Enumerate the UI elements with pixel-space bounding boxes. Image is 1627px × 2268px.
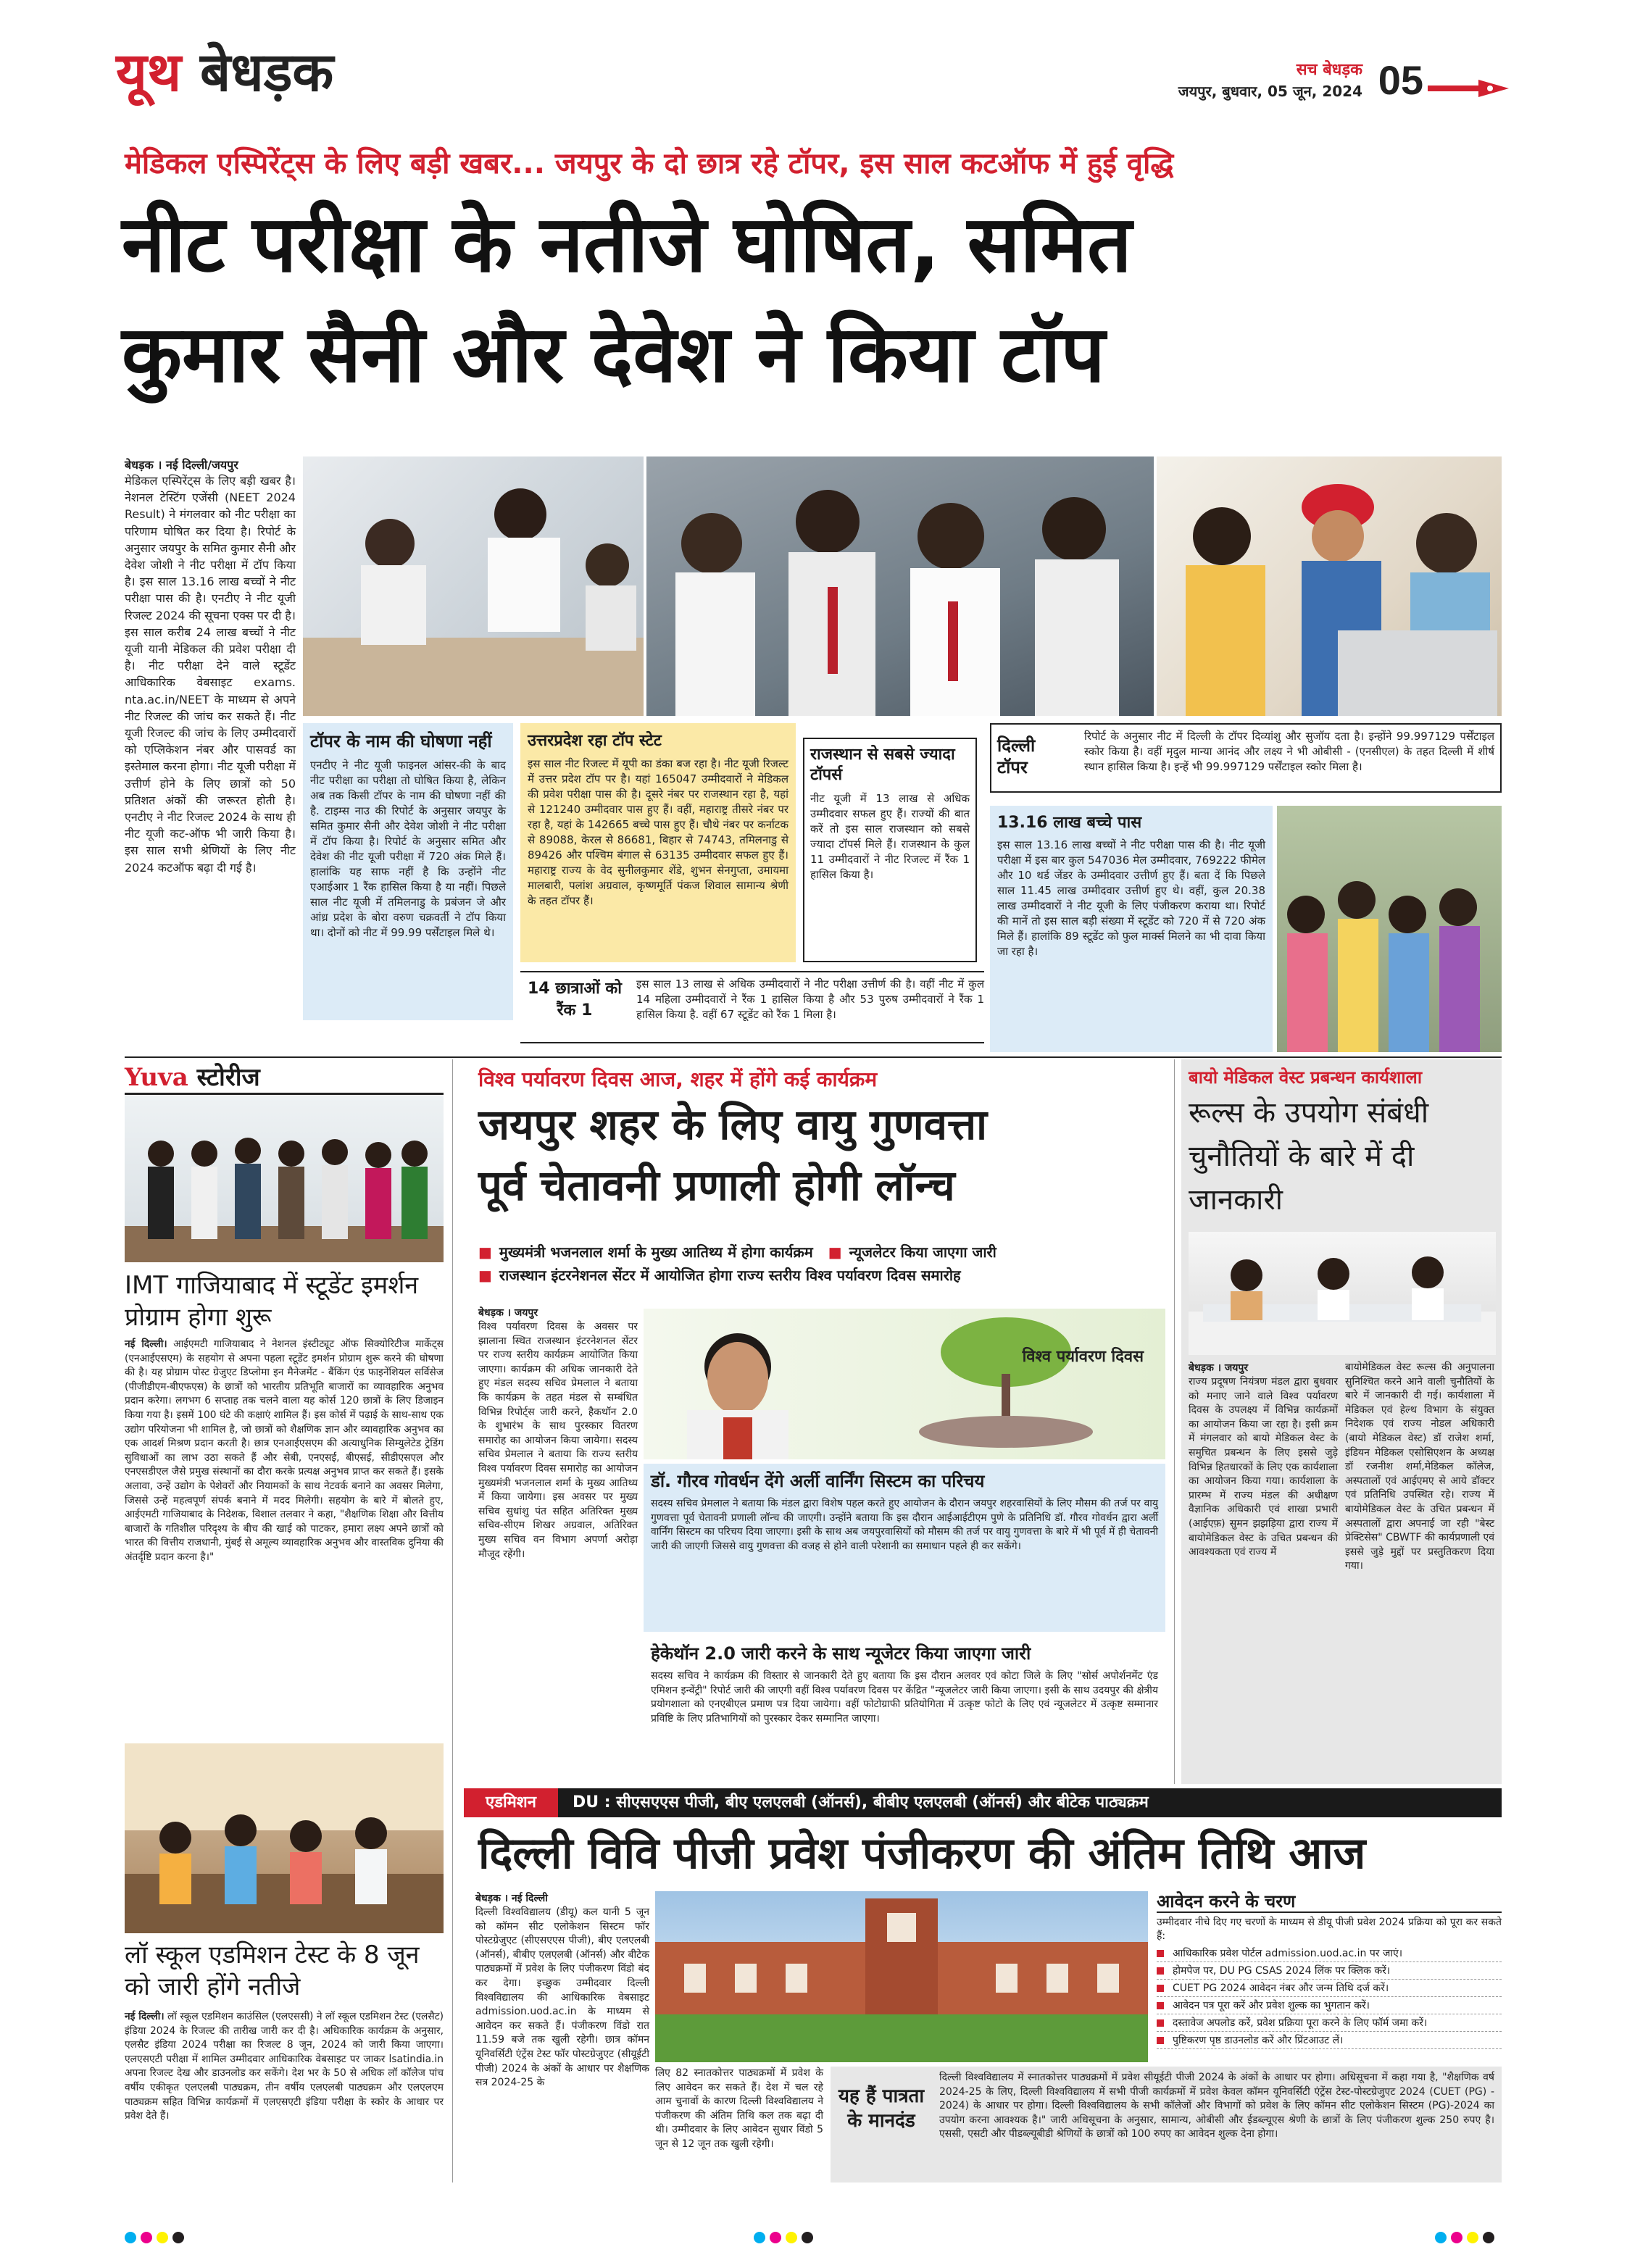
brand-part1: यूथ — [116, 41, 182, 104]
page-number: 05 — [1378, 57, 1423, 103]
du-steps — [1157, 1891, 1502, 2062]
lead-headline-line2: कुमार सैनी और देवेश ने किया टॉप — [122, 309, 1105, 400]
photo-crowd-results — [1277, 806, 1502, 1052]
du-headline: दिल्ली विवि पीजी प्रवेश पंजीकरण की अंतिम तिथि आज — [478, 1828, 1366, 1879]
du-eligibility-box — [831, 2067, 1502, 2182]
du-step — [1157, 1997, 1502, 2014]
brand-logo — [116, 36, 333, 109]
env-headline-line1: जयपुर शहर के लिए वायु गुणवत्ता — [478, 1100, 988, 1149]
brand-part2: बेधड़क — [199, 41, 334, 104]
lead-kicker: मेडिकल एस्पिरेंट्स के लिए बड़ी खबर... जयपुर के दो छात्र रहे टॉपर, इस साल कटऑफ में हुई वृद्धि — [125, 147, 1174, 180]
lead-photo-students-exam — [303, 456, 644, 716]
imt-dateline: नई दिल्ली। — [125, 1338, 167, 1350]
pass-count-box — [990, 806, 1273, 1052]
bullet-icon: ■ — [478, 1267, 492, 1284]
topper-box-title: टॉपर के नाम की घोषणा नहीं — [310, 731, 492, 751]
law-body — [125, 2010, 444, 2124]
lead-body: मेडिकल एस्पिरेंट्स के लिए बड़ी खबर है। नेशनल टेस्टिंग एजेंसी (NEET 2024 Result) ने मंगलवार को नीट परीक्षा का परिणाम घोषित कर दिया है। रिपोर्ट के अनुसार जयपुर के समित कुमार सैनी और देवेश जोशी ने नीट परीक्षा में टॉप किया है। इस साल 13.16 लाख बच्चों ने नीट परीक्षा पास की है। एनटीए ने नीट यूजी रिजल्ट 2024 की सूचना एक्स पर दी है। इस साल करीब 24 लाख बच्चों ने नीट यूजी यानी मेडिकल की प्रवेश परीक्षा दी है। नीट परीक्षा देने वाले स्टूडेंट आधिकारिक वेबसाइट exams. nta.ac.in/NEET के माध्यम से अपने नीट रिजल्ट की जांच कर सकते हैं। नीट यूजी रिजल्ट की जांच के लिए उम्मीदवारों को एप्लिकेशन नंबर और पासवर्ड का इस्तेमाल करना होगा। नीट यूजी परीक्षा में उत्तीर्ण होने के लिए छात्रों को 50 प्रतिशत अंकों की जरूरत होती है। एनटीए ने नीट रिजल्ट 2024 के साथ ही नीट यूजी कट-ऑफ भी जारी किया है। इस साल सभी श्रेणियों के लिए नीट 2024 कटऑफ बढ़ा दी गई है। — [125, 474, 296, 875]
du-eligibility-title: यह हैं पात्रता के मानदंड — [838, 2085, 925, 2132]
step-marker-icon — [1157, 2019, 1164, 2027]
du-step — [1157, 2032, 1502, 2049]
imt-body-text: आईएमटी गाजियाबाद ने नेशनल इंस्टीट्यूट ऑफ सिक्योरिटीज मार्केट्स (एनआईएसएम) के सहयोग से अपना पहला स्टूडेंट इमर्शन प्रोग्राम शुरू करने की घोषणा की है। यह प्रोग्राम पोस्ट ग्रेजुएट डिप्लोमा इन मैनेजमेंट - बैंकिंग एंड फाइनेंशियल सर्विसेज (पीजीडीएम-बीएफएस) के छात्रों को भारतीय प्रतिभूति बाजारों का व्यावहारिक अनुभव प्रदान करेगा। लगभग 6 सप्ताह तक चलने वाला यह कोर्स 120 छात्रों के लिए डिजाइन किया गया है। इसमें 100 घंटे की कक्षाएं शामिल हैं। इस कोर्स में पढ़ाई के साथ-साथ एक उद्योग परियोजना भी शामिल है, जो छात्रों को शैक्षणिक ज्ञान और व्यावहारिक अनुभव का एक आदर्श मिश्रण प्रदान करती है। छात्र एनआईएसएम की अत्याधुनिक सिम्युलेटेड ट्रेडिंग सुविधाओं का लाभ उठा सकते हैं और सेबी, एनएसई, बीएसई, सीडीएसएल और एनएसडीएल जैसे प्रमुख संस्थानों का दौरा करके प्रत्यक्ष अनुभव प्राप्त कर सकते हैं। इसके अलावा, उन्हें उद्योग के पेशेवरों और नियामकों के साथ नेटवर्क बनाने का अवसर मिलेगा, जिससे उन्हें महत्वपूर्ण संपर्क बनाने में मदद मिलेगी। सहयोग के बारे में बोलते हुए, आईएमटी गाजियाबाद के निदेशक, विशाल तलवार ने कहा, "शैक्षणिक शिक्षा और वित्तीय बाजारों के गतिशील परिदृश्य के बीच की खाई को पाटकर, हमारा लक्ष्य अपने छात्रों को भारत की वित्तीय राजधानी, मुंबई से अमूल्य व्यावहारिक अनुभव और वास्तविक दुनिया की अंतर्दृष्टि प्रदान करना है।" — [125, 1338, 444, 1563]
du-step-1: आधिकारिक प्रवेश पोर्टल admission.uod.ac.in पर जाएं। — [1173, 1948, 1403, 1959]
yuva-label-rest: स्टोरीज — [196, 1063, 260, 1092]
bio-kicker: बायो मेडिकल वेस्ट प्रबन्धन कार्यशाला — [1189, 1067, 1423, 1088]
du-campus-photo — [655, 1891, 1148, 2062]
du-step-2: होमपेज पर, DU PG CSAS 2024 लिंक पर क्लिक करें। — [1173, 1965, 1391, 1977]
up-top-state-box — [520, 723, 796, 962]
step-marker-icon — [1157, 1967, 1164, 1975]
du-byline: बेधड़क । नई दिल्ली — [475, 1893, 548, 1904]
env-headline-line2: पूर्व चेतावनी प्रणाली होगी लॉन्च — [478, 1161, 955, 1210]
registration-dots-right — [1435, 2232, 1499, 2246]
step-marker-icon — [1157, 2002, 1164, 2009]
env-bullet-3: राजस्थान इंटरनेशनल सेंटर में आयोजित होगा राज्य स्तरीय विश्व पर्यावरण दिवस समारोह — [499, 1267, 961, 1284]
law-photo — [125, 1743, 444, 1933]
du-body-col1: दिल्ली विश्वविद्यालय (डीयू) कल यानी 5 जून को कॉमन सीट एलोकेशन सिस्टम फॉर पोस्टग्रेजुएट (सीएसएएस पीजी), बीए एलएलबी (ऑनर्स), बीबीए एलएलबी (ऑनर्स) और बीटेक पाठ्यक्रमों में प्रवेश के लिए पंजीकरण विंडो बंद कर देगा। इच्छुक उम्मीदवार दिल्ली विश्वविद्यालय की आधिकारिक वेबसाइट admission.uod.ac.in के माध्यम से आवेदन कर सकते हैं। पंजीकरण विंडो रात 11.59 बजे तक खुली रहेगी। छात्र कॉमन यूनिवर्सिटी एंट्रेंस टेस्ट फॉर पोस्टग्रेजुएट (सीयूईटी पीजी) 2024 के अंकों के आधार पर शैक्षणिक सत्र 2024-25 के — [475, 1906, 649, 2089]
env-sub2 — [644, 1639, 1165, 1733]
lead-byline: बेधड़क । नई दिल्ली/जयपुर — [125, 458, 238, 472]
du-step — [1157, 1980, 1502, 1997]
step-marker-icon — [1157, 1985, 1164, 1992]
imt-headline: IMT गाजियाबाद में स्टूडेंट इमर्शन प्रोग्राम होगा शुरू — [125, 1271, 419, 1332]
env-body: विश्व पर्यावरण दिवस के अवसर पर झालाना स्थित राजस्थान इंटरनेशनल सेंटर पर राज्य स्तरीय कार्यक्रम आयोजित किया जाएगा। कार्यक्रम की अधिक जानकारी देते हुए मंडल सदस्य सचिव प्रेमलाल ने बताया कि कार्यक्रम के तहत मंडल से सम्बंधित विभिन्न रिपोर्ट्स जारी करने, हैकथॉन 2.0 के शुभारंभ के साथ पुरस्कार वितरण समारोह का आयोजन किया जायेगा। सदस्य सचिव प्रेमलाल ने बताया कि राज्य स्तरीय विश्व पर्यावरण दिवस समारोह का आयोजन मुख्यमंत्री भजनलाल शर्मा के मुख्य आतिथ्य में किया जायेगा। इस अवसर पर मुख्य सचिव सुधांशु पंत सहित अतिरिक्त मुख्य सचिव-सीएम शिखर अग्रवाल, अतिरिक्त मुख्य सचिव वन विभाग अपर्णा अरोड़ा मौजूद रहेंगी। — [478, 1321, 638, 1560]
env-headline — [478, 1094, 1174, 1216]
du-tag: एडमिशन — [464, 1788, 558, 1817]
rank-one-box — [520, 971, 984, 1043]
du-step-4: आवेदन पत्र पूरा करें और प्रवेश शुल्क का भुगतान करें। — [1173, 2000, 1370, 2011]
rajasthan-box-title: राजस्थान से सबसे ज्यादा टॉपर्स — [810, 746, 955, 784]
up-box-body: इस साल नीट रिजल्ट में यूपी का डंका बज रहा है। नीट यूजी रिजल्ट में उत्तर प्रदेश टॉप पर है। यहां 165047 उम्मीदवारों ने मेडिकल की प्रवेश परीक्षा पास की है। दूसरे नंबर पर राजस्थान रहा है, यहां से 121240 उम्मीदवार पास हुए हैं। वहीं, महाराष्ट्र तीसरे नंबर पर रहा है, यहां के 142665 बच्चे पास हुए हैं। चौथे नंबर पर कर्नाटक से 89088, केरल से 86681, बिहार से 74743, तमिलनाडु से 89426 और पश्चिम बंगाल से 63135 उम्मीदवार सफल हुए हैं। महाराष्ट्र राज्य के वेद सुनीलकुमार शेंडे, शुभन सेनगुप्ता, उमायमा मालबारी, पलांश अग्रवाल, कृष्णमूर्ति पंकज शिवाल सामान्य श्रेणी के तहत टॉपर हैं। — [528, 757, 788, 907]
du-step — [1157, 1962, 1502, 1980]
env-sub1 — [644, 1464, 1165, 1632]
env-bullets — [478, 1241, 1174, 1287]
law-body-text: लॉ स्कूल एडमिशन काउंसिल (एलएससी) ने लॉ स्कूल एडमिशन टेस्ट (एलसैट) इंडिया 2024 के रिजल्ट की तारीख जारी कर दी है। अधिकारिक कार्यक्रम के अनुसार, एलसैट इंडिया 2024 परीक्षा का रिजल्ट 8 जून, 2024 को जारी किया जाएगा। एलएसएटी परीक्षा में शामिल उम्मीदवार आधिकारिक वेबसाइट पर जाकर lsatindia.in अपना रिजल्ट देख और डाउनलोड कर सकेंगे। देश भर के 50 से अधिक लॉ कॉलेज पांच वर्षीय एकीकृत एलएलबी पाठ्यक्रम, तीन वर्षीय एलएलबी पाठ्यक्रम और एलएलएम पाठ्यक्रम सहित विभिन्न कार्यक्रमों में एलएसएटी इंडिया परीक्षा के स्कोर के आधार पर प्रवेश देते हैं। — [125, 2011, 444, 2122]
bullet-icon: ■ — [478, 1243, 492, 1261]
yuva-label-brand: Yuva — [125, 1063, 188, 1092]
du-strip — [464, 1788, 1502, 1817]
step-marker-icon — [1157, 2037, 1164, 2044]
du-eligibility-body: दिल्ली विश्वविद्यालय में स्नातकोत्तर पाठ्यक्रमों में प्रवेश सीयूईटी पीजी 2024 के अंकों के आधार पर होगा। अधिसूचना में कहा गया है, "शैक्षणिक वर्ष 2024-25 के लिए, दिल्ली विश्वविद्यालय में सभी पीजी कार्यक्रमों में प्रवेश केवल कॉमन यूनिवर्सिटी एंट्रेंस टेस्ट-पोस्टग्रेजुएट 2024 (CUET (PG) - 2024) के आधार पर होगा। दिल्ली विश्वविद्यालय के सभी कॉलेजों और विभागों को प्रवेश के लिए कॉमन सीट एलोकेशन सिस्टम (PG)-2024 का उपयोग करना आवश्यक है।" जारी अधिसूचना के अनुसार, सामान्य, ओबीसी और ईडब्ल्यूएस श्रेणी के छात्रों के लिए पंजीकरण शुल्क 250 रुपए है। एससी, एसटी और पीडब्ल्यूबीडी श्रेणियों के छात्रों को 100 रुपए का आवेदन शुल्क देना होगा। — [939, 2072, 1494, 2140]
topper-box — [303, 723, 513, 1020]
pass-box-body: इस साल 13.16 लाख बच्चों ने नीट परीक्षा पास की है। नीट यूजी परीक्षा में इस बार कुल 547036 मेल उम्मीदवार, 769222 फीमेल और 10 थर्ड जेंडर के उम्मीदवार उत्तीर्ण हुए हैं। बता दें कि पिछले साल 11.45 लाख उम्मीदवार उत्तीर्ण हुए थे। वहीं, कुल 20.38 लाख उम्मीदवारों ने नीट यूजी के लिए पंजीकरण कराया था। रिपोर्ट की मानें तो इस साल बड़ी संख्या में स्टूडेंट को 720 में से 720 अंक मिले हैं। हालांकि 89 स्टूडेंट को फुल मार्क्स मिलने का भी दावा किया जा रहा है। — [997, 838, 1265, 958]
bio-byline: बेधड़क । जयपुर — [1189, 1362, 1249, 1374]
col-divider-right — [1174, 1059, 1175, 1784]
bio-photo — [1189, 1232, 1496, 1355]
rajasthan-box-body: नीट यूजी में 13 लाख से अधिक उम्मीदवार सफल हुए हैं। राज्यों की बात करें तो इस साल राजस्थान को सबसे ज्यादा टॉपर्स मिले हैं। राजस्थान के कुल 11 उम्मीदवारों ने नीट रिजल्ट में रैंक 1 हासिल किया है। — [810, 792, 970, 881]
env-byline: बेधड़क । जयपुर — [478, 1307, 538, 1319]
env-bullet-2: न्यूजलेटर किया जाएगा जारी — [849, 1243, 996, 1261]
rank-box-body: इस साल 13 लाख से अधिक उम्मीदवारों ने नीट परीक्षा उत्तीर्ण की है। वहीं नीट में कुल 14 महिला उम्मीदवारों ने रैंक 1 हासिल किया है और 53 पुरुष उम्मीदवारों ने रैंक 1 हासिल किया है. वहीं 67 स्टूडेंट को रैंक 1 मिला है। — [636, 977, 984, 1021]
pass-box-title: 13.16 लाख बच्चे पास — [997, 814, 1142, 832]
lead-headline — [122, 190, 1499, 410]
step-marker-icon — [1157, 1950, 1164, 1957]
env-sub1-title: डॉ. गौरव गोवर्धन देंगे अर्ली वार्निंग सिस्टम का परिचय — [651, 1471, 985, 1491]
du-step — [1157, 2014, 1502, 2032]
du-strip-title: DU : सीएसएएस पीजी, बीए एलएलबी (ऑनर्स), बीबीए एलएलबी (ऑनर्स) और बीटेक पाठ्यक्रम — [573, 1793, 1149, 1812]
lead-photo-students-group — [646, 456, 1154, 716]
imt-body — [125, 1338, 444, 1565]
up-box-title: उत्तरप्रदेश रहा टॉप स्टेट — [528, 732, 662, 750]
rank-box-title: 14 छात्राओं को रैंक 1 — [528, 980, 622, 1020]
dateline: जयपुर, बुधवार, 05 जून, 2024 — [1178, 83, 1362, 100]
bio-headline: रूल्स के उपयोग संबंधी चुनौतियों के बारे में दी जानकारी — [1189, 1096, 1429, 1217]
du-step-5: दस्तावेज अपलोड करें, प्रवेश प्रक्रिया पूरा करने के लिए फॉर्म जमा करें। — [1173, 2017, 1428, 2029]
lead-headline-line1: नीट परीक्षा के नतीजे घोषित, समित — [122, 199, 1132, 290]
du-step — [1157, 1945, 1502, 1962]
env-bullet-1: मुख्यमंत्री भजनलाल शर्मा के मुख्य आतिथ्य में होगा कार्यक्रम — [499, 1243, 813, 1261]
delhi-topper-box — [990, 723, 1502, 793]
yuva-label — [125, 1059, 444, 1095]
col-divider-left — [452, 1059, 453, 2182]
registration-dots-left — [125, 2232, 188, 2246]
bullet-icon: ■ — [828, 1243, 842, 1261]
registration-dots-center — [754, 2232, 817, 2246]
env-photo — [644, 1309, 1165, 1459]
du-steps-intro: उम्मीदवार नीचे दिए गए चरणों के माध्यम से डीयू पीजी प्रवेश 2024 प्रक्रिया को पूरा कर सकते हैं: — [1157, 1917, 1502, 1942]
delhi-box-body: रिपोर्ट के अनुसार नीट में दिल्ली के टॉपर दिव्यांशु और सुजॉय दता है। इन्होंने 99.997129 पर्सेंटाइल स्कोर किया है। वहीं मृदुल मान्या आनंद और लक्ष्य ने भी ओबीसी - (एनसीएल) के तहत दिल्ली में शीर्ष स्थान हासिल किया है। इन्हें भी 99.997129 पर्सेंटाइल स्कोर मिला है। — [1084, 730, 1494, 773]
topper-box-body: एनटीए ने नीट यूजी फाइनल आंसर-की के बाद नीट परीक्षा का परीक्षा तो घोषित किया है, लेकिन अब तक किसी टॉपर के नाम की घोषणा नहीं की है. टाइम्स नाउ की रिपोर्ट के अनुसार जयपुर के समित कुमार सैनी और देवेश जोशी ने नीट परीक्षा में टॉप किया है। रिपोर्ट के अनुसार समित और देवेश की नीट यूजी परीक्षा में 720 अंक मिले हैं। हालांकि यह साफ नहीं है कि उन्होंने नीट एआईआर 1 रैंक हासिल किया है या नहीं। पिछले साल नीट यूजी में तमिलनाडु के प्रबंजन जे और आंध्र प्रदेश के बोरा वरुण चक्रवर्ती ने टॉप किया था। दोनों को नीट में 99.99 पर्सेंटाइल मिले थे। — [310, 759, 506, 939]
section-divider — [125, 1056, 1502, 1058]
env-sub2-title: हेकेथॉन 2.0 जारी करने के साथ न्यूजेटर किया जाएगा जारी — [651, 1643, 1031, 1664]
delhi-box-title: दिल्ली टॉपर — [997, 735, 1036, 777]
paper-name: सच बेधड़क — [1296, 61, 1362, 79]
du-steps-title: आवेदन करने के चरण — [1157, 1891, 1502, 1913]
law-dateline: नई दिल्ली। — [125, 2011, 165, 2022]
imt-photo — [125, 1096, 444, 1262]
rajasthan-box — [803, 738, 977, 962]
env-sub1-body: सदस्य सचिव प्रेमलाल ने बताया कि मंडल द्वारा विशेष पहल करते हुए आयोजन के दौरान जयपुर शहरवासियों के लिए मौसम की तर्ज पर वायु गुणवत्ता पूर्व चेतावनी प्रणाली लॉन्च की जाएगी। उन्होंने बताया कि इस दौरान आईआईटीएम पुणे के प्रतिनिधि डॉ. गौरव गोवर्धन द्वारा अर्ली वार्निंग सिस्टम का परिचय दिया जाएगा। इसी के साथ अब जयपुरवासियों को मौसम की तर्ज पर वायु गुणवत्ता के बारे में भी पूर्व में ही चेतावनी जारी की जाएगी जिससे वायु गुणवत्ता की वजह से होने वाली परेशानी का समाधान पहले ही कर सकेंगे। — [651, 1498, 1158, 1552]
bio-body-col1: राज्य प्रदूषण नियंत्रण मंडल द्वारा बुधवार को मनाए जाने वाले विश्व पर्यावरण दिवस के उपलक्ष्य में विभिन्न कार्यक्रमों का आयोजन किया जा रहा है। इसी क्रम में मंगलवार को बायो मेडिकल वेस्ट के समुचित प्रबन्धन के लिए इससे जुड़े विभिन्न हितधारकों के लिए एक कार्यशाला का आयोजन किया गया। कार्यशाला के प्रारम्भ में राज्य मंडल की अधीक्षण वैज्ञानिक अधिकारी एवं शाखा प्रभारी (आईएफ़) सुमन झझड़िया द्वारा राज्य में बायोमेडिकल वेस्ट के उचित प्रबन्धन की आवश्यकता एवं राज्य में — [1189, 1376, 1338, 1559]
env-kicker: विश्व पर्यावरण दिवस आज, शहर में होंगे कई कार्यक्रम — [478, 1067, 878, 1091]
lead-photo-students-laptop — [1157, 456, 1502, 716]
env-photo-caption: विश्व पर्यावरण दिवस — [1022, 1348, 1144, 1366]
pen-nib-icon — [1428, 74, 1515, 103]
du-step-3: CUET PG 2024 आवेदन नंबर और जन्म तिथि दर्ज करें। — [1173, 1983, 1389, 1994]
masthead — [116, 36, 1515, 116]
law-headline: लॉ स्कूल एडमिशन टेस्ट के 8 जून को जारी होंगे नतीजे — [125, 1940, 420, 2001]
du-body-col2: लिए 82 स्नातकोत्तर पाठ्यक्रमों में प्रवेश के लिए आवेदन कर सकते हैं। देश में चल रहे आम चुनावों के कारण दिल्ली विश्वविद्यालय ने पंजीकरण की अंतिम तिथि कल तक बढ़ा दी थी। उम्मीदवार के लिए आवेदन सुधार विंडो 5 जून से 12 जून तक खुली रहेगी। — [655, 2067, 823, 2150]
bio-body-col2: बायोमेडिकल वेस्ट रूल्स की अनुपालना सुनिश्चित करने आने वाली चुनौतियों के बारे में जानकारी दी गई। कार्यशाला में मेडिकल एवं हेल्थ विभाग के संयुक्त निदेशक एवं राज्य नोडल अधिकारी (बायो मेडिकल वेस्ट) डॉ राजेश शर्मा, इंडियन मेडिकल एसोसिएशन के अध्यक्ष डॉ रजनीश शर्मा,मेडिकल कॉलेज, अस्पतालों एवं आईएमए से आये डॉक्टर एवं प्रतिनिधि उपस्थित रहे। राज्य में बायोमेडिकल वेस्ट के उचित प्रबन्धन में अस्पतालों द्वारा अपनाई जा रही "बेस्ट प्रेक्टिसेस" CBWTF की कार्यप्रणाली एवं इससे जुड़े मुद्दों पर प्रस्तुतिकरण दिया गया। — [1345, 1362, 1495, 1572]
du-step-6: पुष्टिकरण पृष्ठ डाउनलोड करें और प्रिंटआउट लें। — [1173, 2035, 1344, 2046]
env-sub2-body: सदस्य सचिव ने कार्यक्रम की विस्तार से जानकारी देते हुए बताया कि इस दौरान अलवर एवं कोटा जिले के लिए "सोर्स अपोर्शनमेंट एंड एमिशन इन्वेंट्री" रिपोर्ट जारी की जाएगी वहीं विश्व पर्यावरण दिवस पर केंद्रित "न्यूजलेटर जारी किया जाएगा। इसी के साथ उदयपुर की क्षेत्रीय प्रयोगशाला को एनएबीएल प्रमाण पत्र दिया जायेगा। वहीं फोटोग्राफी प्रतियोगिता में उत्कृष्ट फोटो के लिए एवं न्यूजलेटर में उत्कृष्ट सम्मानार प्रविष्टि के लिए प्रतिभागियों को पुरस्कार देकर सम्मानित जाएगा। — [651, 1670, 1158, 1725]
